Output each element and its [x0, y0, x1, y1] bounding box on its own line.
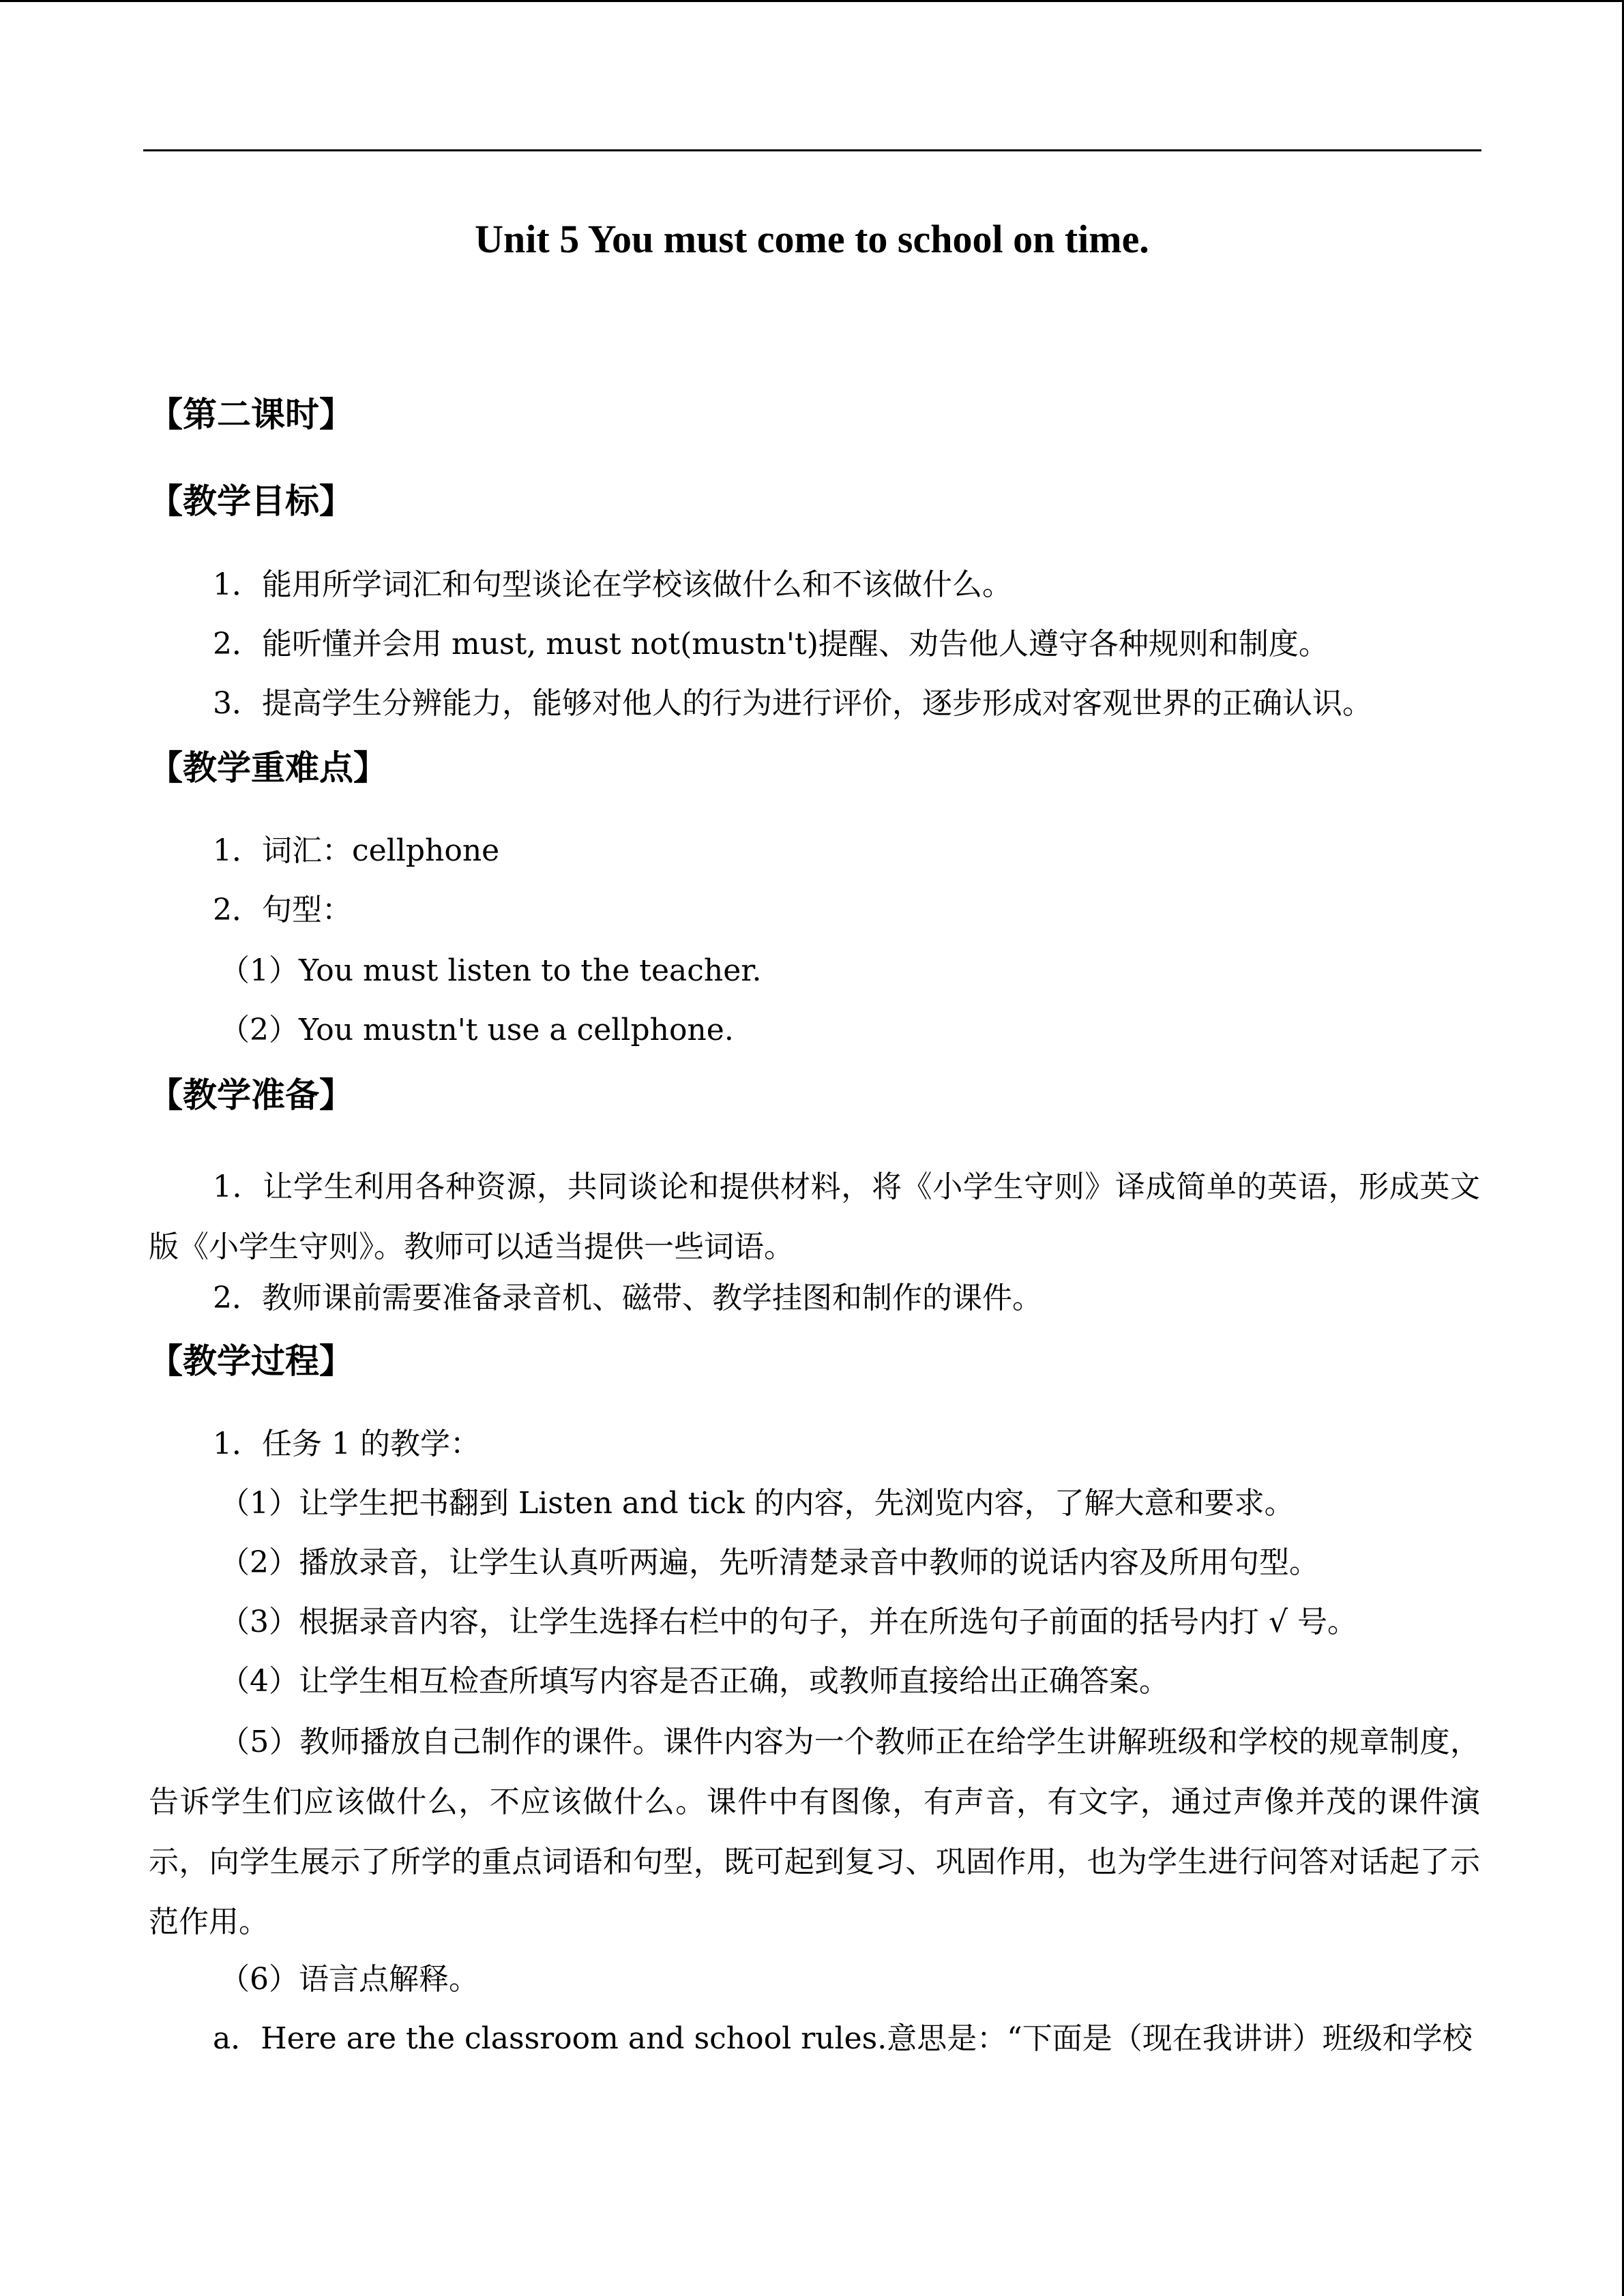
process-step-3: （3）根据录音内容，让学生选择右栏中的句子，并在所选句子前面的括号内打 √ 号。 [220, 1605, 1358, 1639]
objectives-heading: 【教学目标】 [149, 481, 353, 521]
key-points-pattern-2: （2）You mustn't use a cellphone. [220, 1013, 734, 1047]
preparation-item-2: 2．教师课前需要准备录音机、磁带、教学挂图和制作的课件。 [213, 1281, 1042, 1315]
preparation-item-1: 1．让学生利用各种资源，共同谈论和提供材料，将《小学生守则》译成简单的英语，形成英文版《小学生守则》。教师可以适当提供一些词语。 [149, 1169, 1480, 1264]
process-heading: 【教学过程】 [149, 1341, 353, 1381]
preparation-heading: 【教学准备】 [149, 1075, 353, 1115]
header-rule [143, 149, 1481, 151]
process-step-1: （1）让学生把书翻到 Listen and tick 的内容，先浏览内容，了解大意和要求。 [220, 1486, 1295, 1521]
key-points-patterns-label: 2．句型： [213, 893, 352, 927]
process-step-5: （5）教师播放自己制作的课件。课件内容为一个教师正在给学生讲解班级和学校的规章制度，告诉学生们应该做什么，不应该做什么。课件中有图像，有声音，有文字，通过声像并茂的课件演示，向学生展示了所学的重点词语和句型，既可起到复习、巩固作用，也为学生进行问答对话起了示范作用。 [149, 1725, 1480, 1939]
process-note-a: a．Here are the classroom and school rules.意思是：“下面是（现在我讲讲）班级和学校 [213, 2021, 1473, 2056]
process-task-1: 1．任务 1 的教学： [213, 1427, 480, 1461]
key-points-heading: 【教学重难点】 [149, 748, 387, 788]
lesson-heading: 【第二课时】 [149, 395, 353, 434]
document-title: Unit 5 You must come to school on time. [475, 217, 1149, 261]
objective-item-2: 2．能听懂并会用 must, must not(mustn't)提醒、劝告他人遵守各种规则和制度。 [213, 627, 1329, 661]
process-step-4: （4）让学生相互检查所填写内容是否正确，或教师直接给出正确答案。 [220, 1664, 1169, 1699]
key-points-vocab: 1．词汇：cellphone [213, 833, 500, 868]
key-points-pattern-1: （1）You must listen to the teacher. [220, 953, 762, 988]
process-step-6: （6）语言点解释。 [220, 1962, 479, 1997]
objective-item-3: 3．提高学生分辨能力，能够对他人的行为进行评价，逐步形成对客观世界的正确认识。 [213, 686, 1372, 721]
process-step-2: （2）播放录音，让学生认真听两遍，先听清楚录音中教师的说话内容及所用句型。 [220, 1545, 1319, 1580]
objective-item-1: 1．能用所学词汇和句型谈论在学校该做什么和不该做什么。 [213, 567, 1012, 602]
